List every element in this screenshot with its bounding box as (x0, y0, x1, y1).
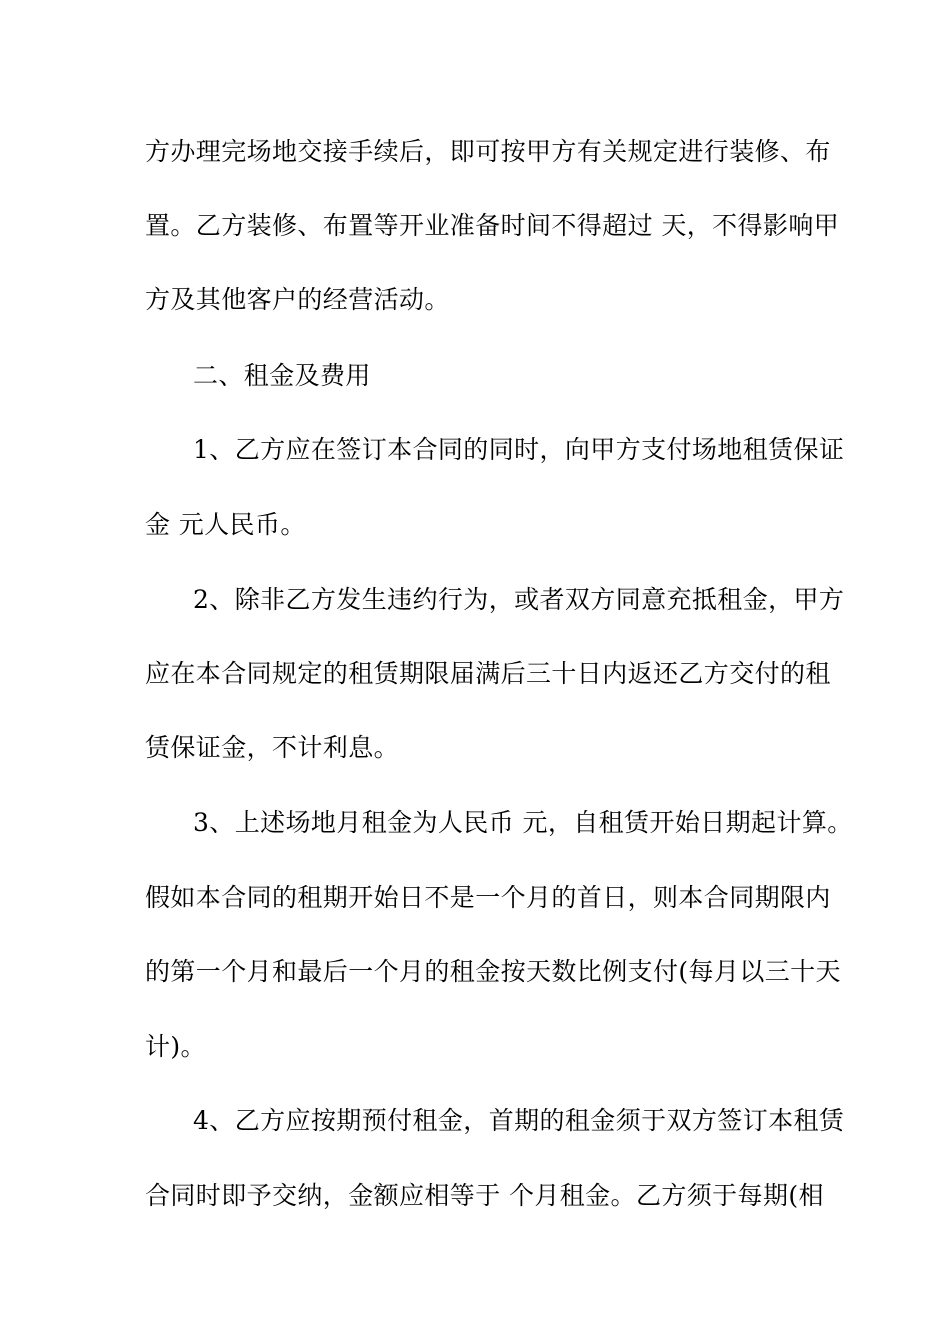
text-line: 方办理完场地交接手续后，即可按甲方有关规定进行装修、布 (145, 137, 831, 166)
text-line: 4、乙方应按期预付租金，首期的租金须于双方签订本租赁 (193, 1106, 845, 1135)
text-line: 3、上述场地月租金为人民币 元，自租赁开始日期起计算。 (193, 808, 853, 837)
text-line: 置。乙方装修、布置等开业准备时间不得超过 天，不得影响甲 (145, 211, 840, 240)
text-line: 合同时即予交纳，金额应相等于 个月租金。乙方须于每期(相 (145, 1181, 824, 1210)
text-line: 1、乙方应在签订本合同的同时，向甲方支付场地租赁保证 (193, 435, 845, 464)
text-line: 赁保证金，不计利息。 (145, 733, 400, 762)
section-heading: 二、租金及费用 (193, 361, 371, 390)
text-line: 2、除非乙方发生违约行为，或者双方同意充抵租金，甲方 (193, 585, 845, 614)
text-line: 应在本合同规定的租赁期限届满后三十日内返还乙方交付的租 (145, 659, 831, 688)
text-line: 的第一个月和最后一个月的租金按天数比例支付(每月以三十天 (145, 957, 841, 986)
text-line: 计)。 (145, 1032, 206, 1061)
text-line: 金 元人民币。 (145, 510, 306, 539)
text-line: 假如本合同的租期开始日不是一个月的首日，则本合同期限内 (145, 883, 831, 912)
text-line: 方及其他客户的经营活动。 (145, 285, 450, 314)
